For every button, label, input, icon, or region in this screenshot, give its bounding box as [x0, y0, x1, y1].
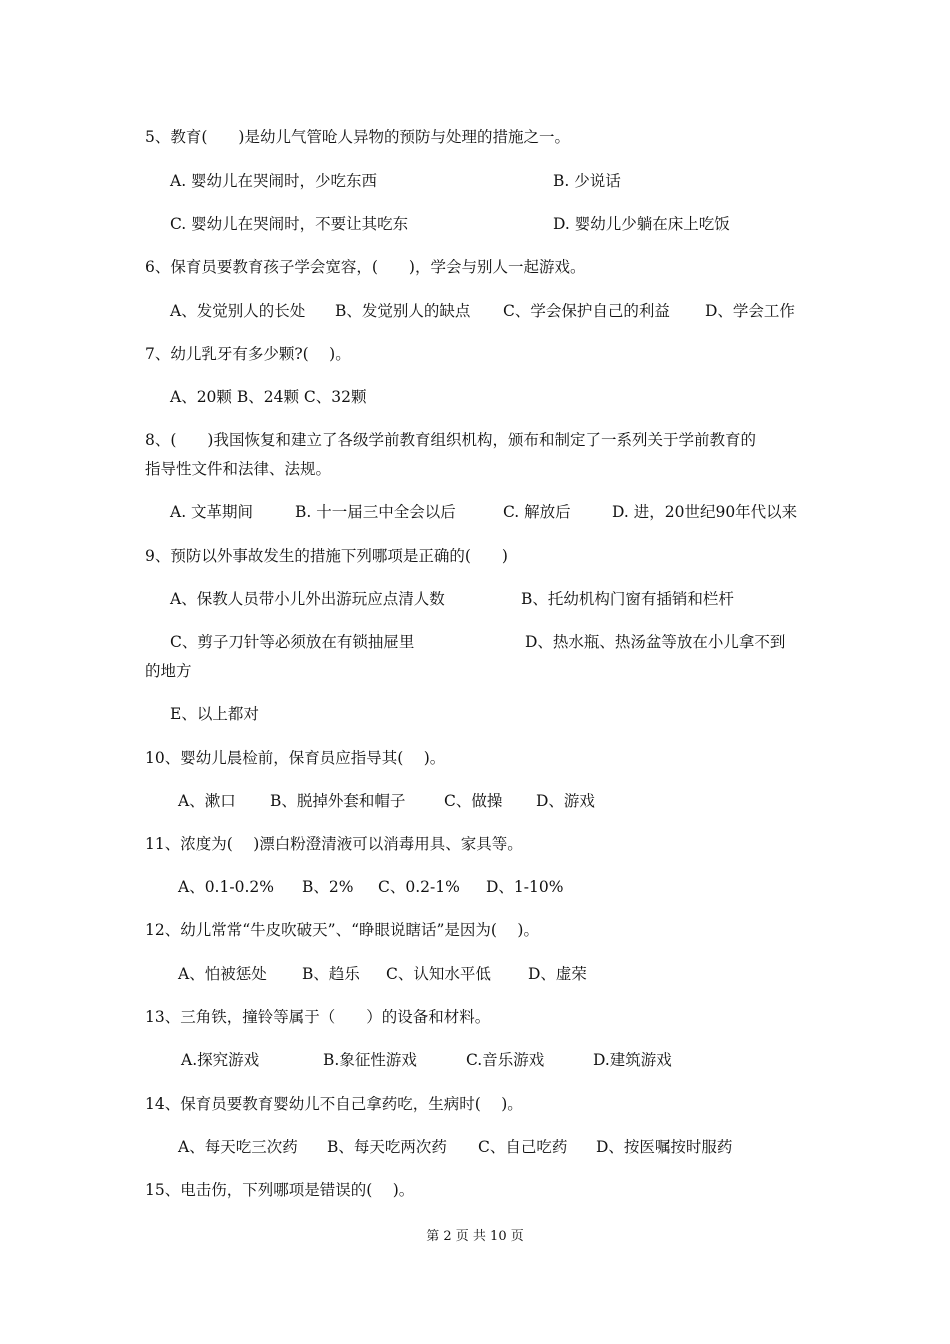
question-14-option-c: C、自己吃药 [478, 1138, 568, 1156]
question-12-stem: 12、幼儿常常“牛皮吹破天”、“睁眼说瞎话”是因为( )。 [145, 921, 539, 939]
question-13-option-b: B.象征性游戏 [323, 1051, 417, 1069]
question-8-option-d: D. 进，20世纪90年代以来 [612, 503, 798, 521]
question-8-option-a: A. 文革期间 [170, 503, 254, 521]
question-7-options: A、20颗 B、24颗 C、32颗 [170, 388, 367, 406]
question-10-stem: 10、婴幼儿晨检前，保育员应指导其( )。 [145, 749, 446, 767]
question-12-option-d: D、虚荣 [528, 965, 587, 983]
question-12-option-c: C、认知水平低 [386, 965, 491, 983]
question-14-option-b: B、每天吃两次药 [327, 1138, 447, 1156]
page-footer: 第 2 页 共 10 页 [426, 1229, 524, 1244]
question-6-option-a: A、发觉别人的长处 [170, 302, 306, 320]
question-7-stem: 7、幼儿乳牙有多少颗?( )。 [145, 345, 351, 363]
question-8-stem-line1: 8、( )我国恢复和建立了各级学前教育组织机构，颁布和制定了一系列关于学前教育的 [145, 431, 756, 449]
question-6-option-d: D、学会工作 [705, 302, 795, 320]
question-10-option-d: D、游戏 [536, 792, 595, 810]
question-8-option-c: C. 解放后 [503, 503, 571, 521]
question-6-option-c: C、学会保护自己的利益 [503, 302, 670, 320]
question-9-option-c: C、剪子刀针等必须放在有锁抽屉里 [170, 633, 415, 651]
question-10-option-c: C、做操 [444, 792, 503, 810]
question-14-option-d: D、按医嘱按时服药 [596, 1138, 733, 1156]
question-6-stem: 6、保育员要教育孩子学会宽容，( )，学会与别人一起游戏。 [145, 258, 586, 276]
question-6-option-b: B、发觉别人的缺点 [335, 302, 471, 320]
question-5-option-d: D. 婴幼儿少躺在床上吃饭 [553, 215, 730, 233]
question-13-option-c: C.音乐游戏 [466, 1051, 545, 1069]
question-9-option-a: A、保教人员带小儿外出游玩应点清人数 [170, 590, 445, 608]
question-5-option-c: C. 婴幼儿在哭闹时，不要让其吃东 [170, 215, 409, 233]
question-15-stem: 15、电击伤，下列哪项是错误的( )。 [145, 1181, 415, 1199]
question-8-stem-line2: 指导性文件和法律、法规。 [145, 460, 332, 478]
question-10-option-a: A、漱口 [178, 792, 236, 810]
question-5-option-b: B. 少说话 [553, 172, 621, 190]
question-11-option-a: A、0.1-0.2% [178, 878, 274, 896]
question-12-option-b: B、趋乐 [302, 965, 360, 983]
question-13-option-a: A.探究游戏 [181, 1051, 260, 1069]
question-14-option-a: A、每天吃三次药 [178, 1138, 298, 1156]
question-9-stem: 9、预防以外事故发生的措施下列哪项是正确的( ) [145, 547, 508, 565]
question-8-option-b: B. 十一届三中全会以后 [295, 503, 456, 521]
question-11-option-b: B、2% [302, 878, 354, 896]
question-11-option-d: D、1-10% [486, 878, 564, 896]
question-9-option-b: B、托幼机构门窗有插销和栏杆 [521, 590, 734, 608]
question-9-option-d: D、热水瓶、热汤盆等放在小儿拿不到 [525, 633, 786, 651]
question-12-option-a: A、怕被惩处 [178, 965, 267, 983]
question-14-stem: 14、保育员要教育婴幼儿不自己拿药吃，生病时( )。 [145, 1095, 523, 1113]
question-5-option-a: A. 婴幼儿在哭闹时，少吃东西 [170, 172, 378, 190]
question-13-stem: 13、三角铁，撞铃等属于（ ）的设备和材料。 [145, 1008, 491, 1026]
question-13-option-d: D.建筑游戏 [593, 1051, 672, 1069]
question-10-option-b: B、脱掉外套和帽子 [270, 792, 406, 810]
question-9-option-e: E、以上都对 [170, 705, 259, 723]
question-11-option-c: C、0.2-1% [378, 878, 460, 896]
question-11-stem: 11、浓度为( )漂白粉澄清液可以消毒用具、家具等。 [145, 835, 523, 853]
question-5-stem: 5、教育( )是幼儿气管呛人异物的预防与处理的措施之一。 [145, 128, 570, 146]
question-9-option-d-continuation: 的地方 [145, 662, 192, 680]
